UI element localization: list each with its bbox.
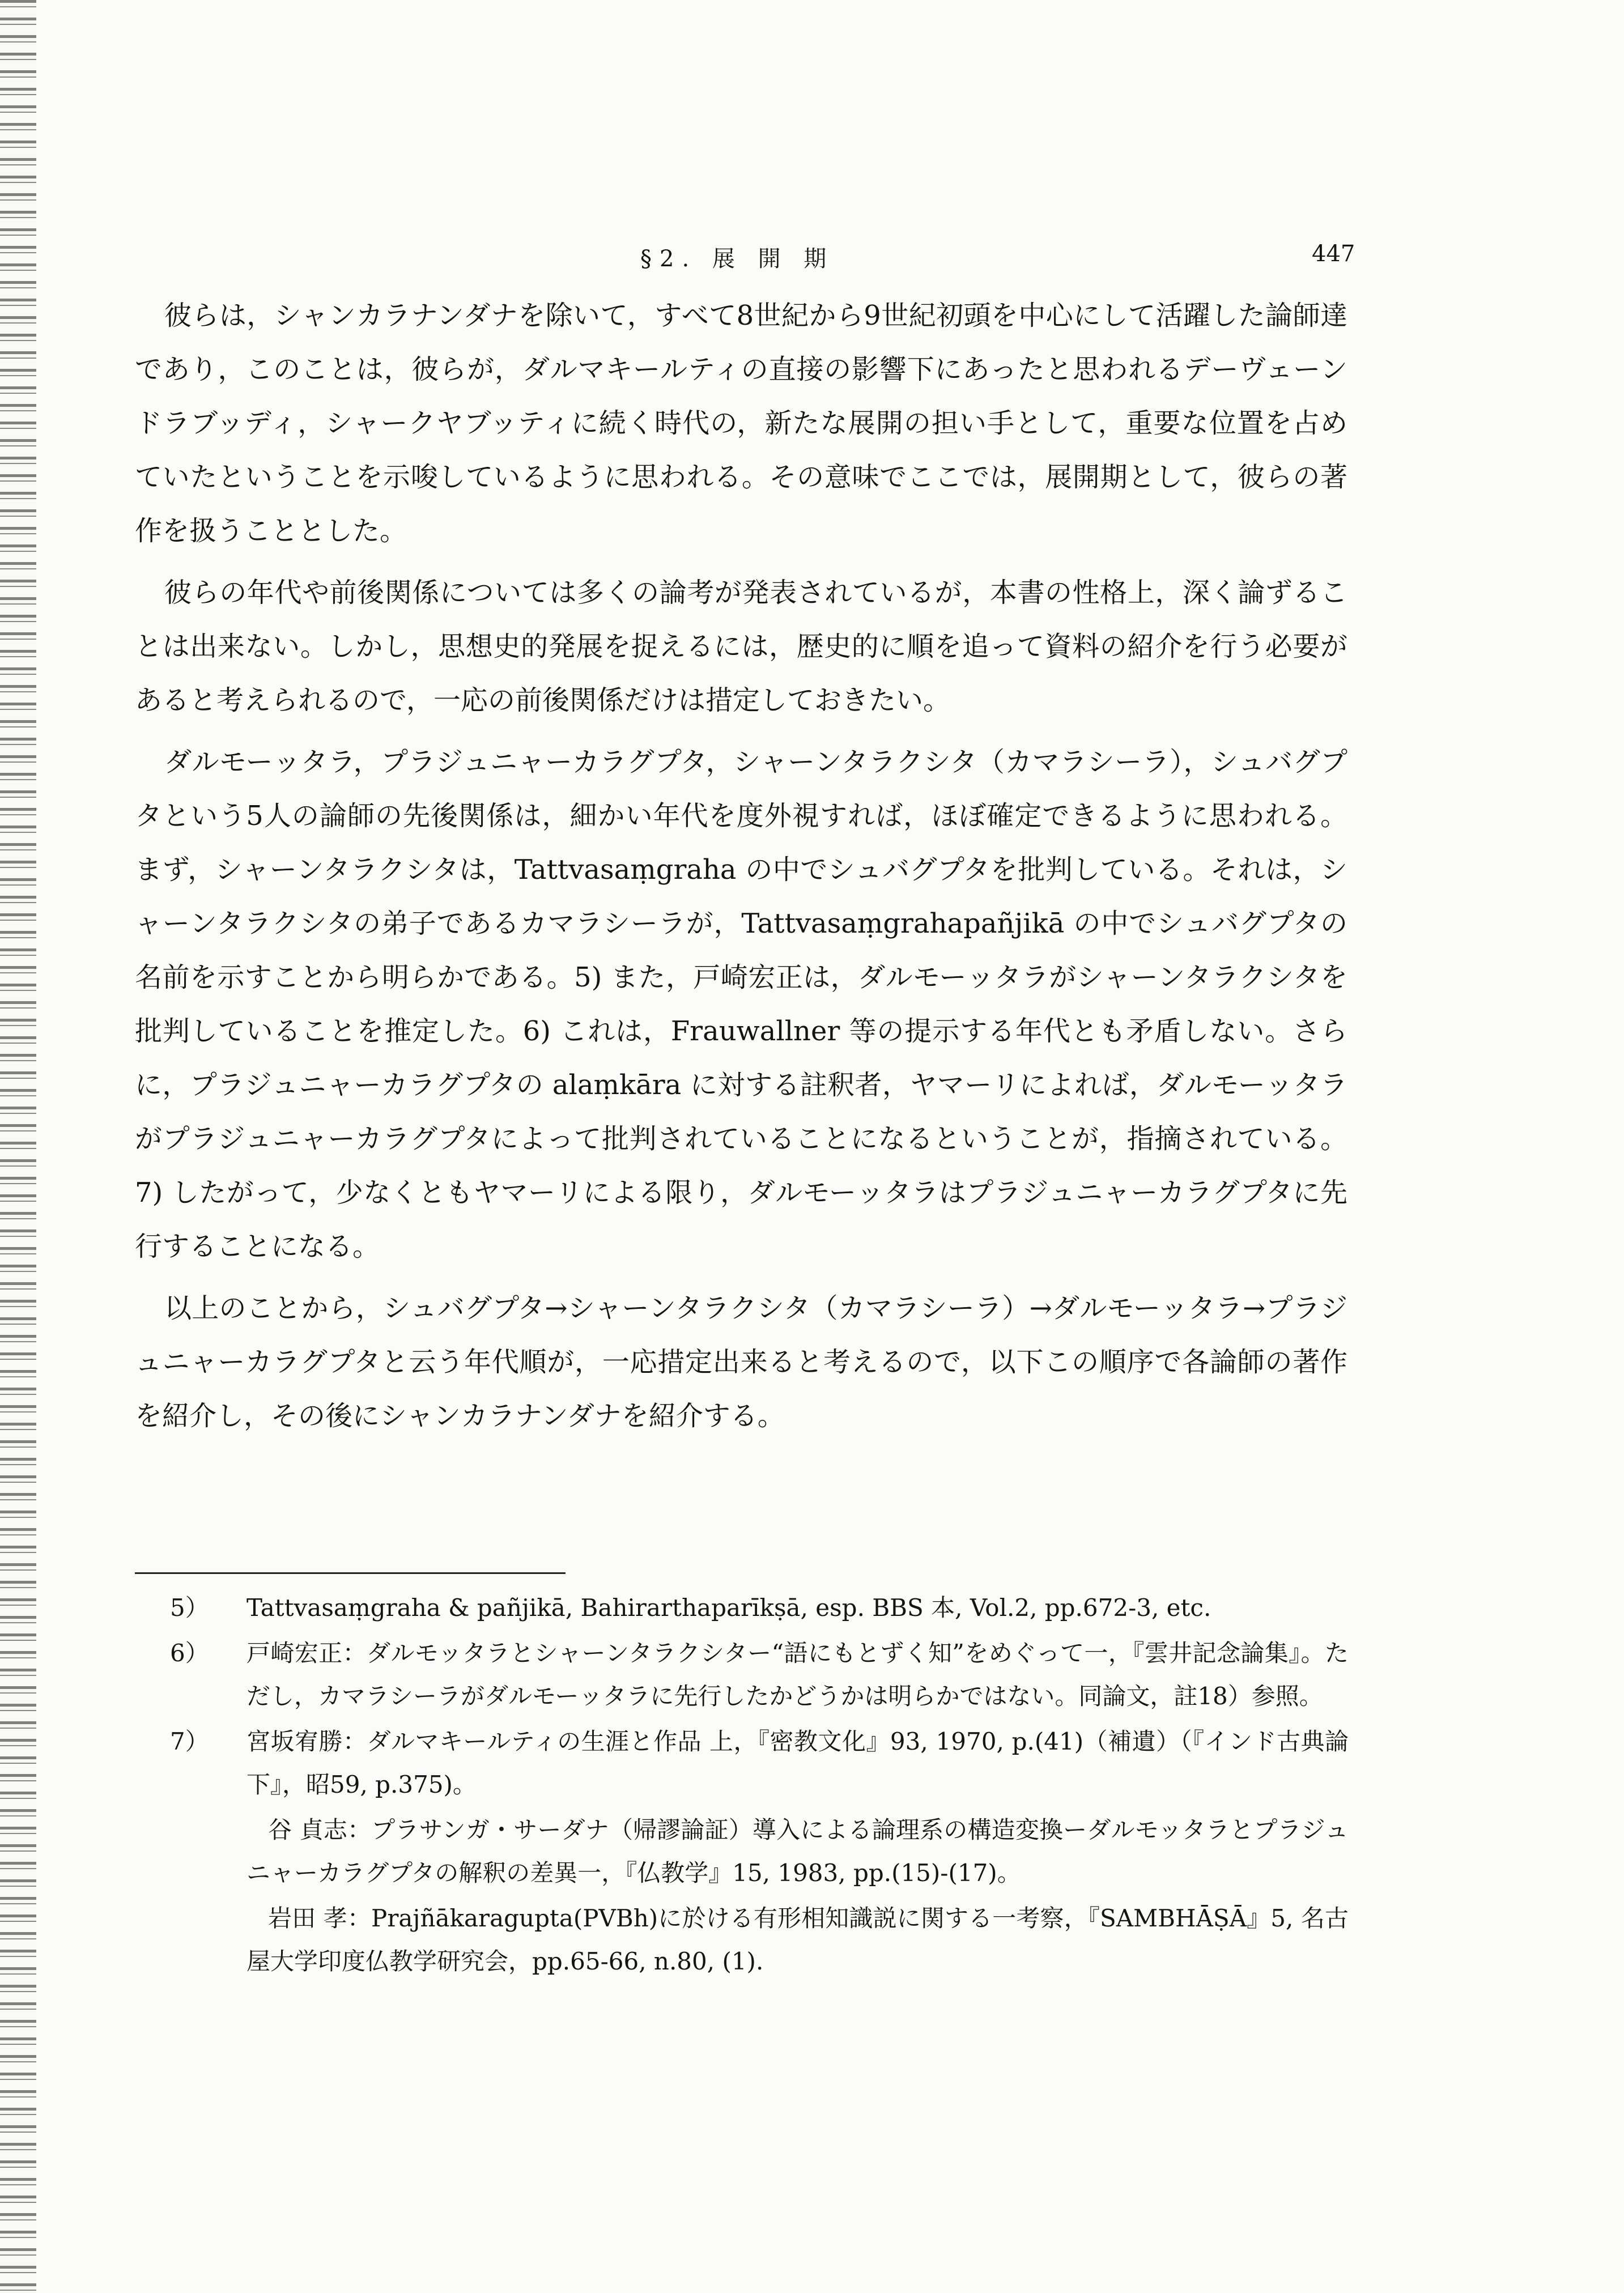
footnote-6 <box>170 1632 1349 1718</box>
footnote-text: 宮坂宥勝：ダルマキールティの生涯と作品 上，『密教文化』93, 1970, p.(41)（補遺）（『インド古典論 下』，昭59, p.375)。 <box>246 1728 1349 1798</box>
footnote-rule <box>135 1572 566 1574</box>
footnote-text: 戸崎宏正：ダルモッタラとシャーンタラクシター“語にもとずく知”をめぐって一，『雲井記念論集』。ただし，カマラシーラがダルモーッタラに先行したかどうかは明らかではない。同論文，註18）参照。 <box>246 1639 1349 1710</box>
footnote-number: 6） <box>170 1639 209 1667</box>
footnote-text: Tattvasaṃgraha & pañjikā, Bahirarthaparīkṣā, esp. BBS 本, Vol.2, pp.672-3, etc. <box>246 1594 1211 1622</box>
paragraph-4: 以上のことから，シュバグプタ→シャーンタラクシタ（カマラシーラ）→ダルモーッタラ→プラジュニャーカラグプタと云う年代順が，一応措定出来ると考えるので，以下この順序で各論師の著作を紹介し，その後にシャンカラナンダナを紹介する。 <box>135 1292 1347 1432</box>
footnote-7-continuation-1: 谷 貞志：プラサンガ・サーダナ（帰謬論証）導入による論理系の構造変換ーダルモッタラとプラジュニャーカラグプタの解釈の差異一，『仏教学』15, 1983, pp.(15)-(17)。 <box>246 1816 1349 1887</box>
paragraph-2: 彼らの年代や前後関係については多くの論考が発表されているが，本書の性格上，深く論ずることは出来ない。しかし，思想史的発展を捉えるには，歴史的に順を追って資料の紹介を行う必要があると考えられるので，一応の前後関係だけは措定しておきたい。 <box>135 577 1347 716</box>
scan-binding-edge <box>0 0 36 2293</box>
footnote-5 <box>170 1586 1349 1630</box>
body-text <box>135 289 1347 1451</box>
paragraph-1: 彼らは，シャンカラナンダナを除いて，すべて8世紀から9世紀初頭を中心にして活躍した論師達であり，このことは，彼らが，ダルマキールティの直接の影響下にあったと思われるデーヴェーンドラブッディ，シャークヤブッティに続く時代の，新たな展開の担い手として，重要な位置を占めていたということを示唆しているように思われる。その意味でここでは，展開期として，彼らの著作を扱うこととした。 <box>135 300 1347 547</box>
footnote-number: 7） <box>170 1728 209 1755</box>
page-header <box>0 241 1624 280</box>
footnote-7-continuation-2: 岩田 孝：Prajñākaragupta(PVBh)に於ける有形相知識説に関する一考察，『SAMBHĀṢĀ』5, 名古屋大学印度仏教学研究会，pp.65-66, n.80, (1). <box>246 1904 1349 1975</box>
page-number: 447 <box>1312 241 1355 267</box>
footnote-7 <box>170 1720 1349 1806</box>
footnote-number: 5） <box>170 1594 209 1622</box>
paragraph-3: ダルモーッタラ，プラジュニャーカラグプタ，シャーンタラクシタ（カマラシーラ），シュバグプタという5人の論師の先後関係は，細かい年代を度外視すれば，ほぼ確定できるように思われる。まず，シャーンタラクシタは，Tattvasaṃgraha の中でシュバグプタを批判している。それは，シャーンタラクシタの弟子であるカマラシーラが，Tattvasaṃgrahapañjikā の中でシュバグプタの名前を示すことから明らかである。5) また，戸崎宏正は，ダルモーッタラがシャーンタラクシタを批判していることを推定した。6) これは，Frauwallner 等の提示する年代とも矛盾しない。さらに，プラジュニャーカラグプタの alaṃkāra に対する註釈者，ヤマーリによれば，ダルモーッタラがプラジュニャーカラグプタによって批判されていることになるということが，指摘されている。7) したがって，少なくともヤマーリによる限り，ダルモーッタラはプラジュニャーカラグプタに先行することになる。 <box>135 746 1347 1262</box>
running-title: §2. 展 開 期 <box>640 246 835 272</box>
footnotes <box>170 1586 1349 1985</box>
